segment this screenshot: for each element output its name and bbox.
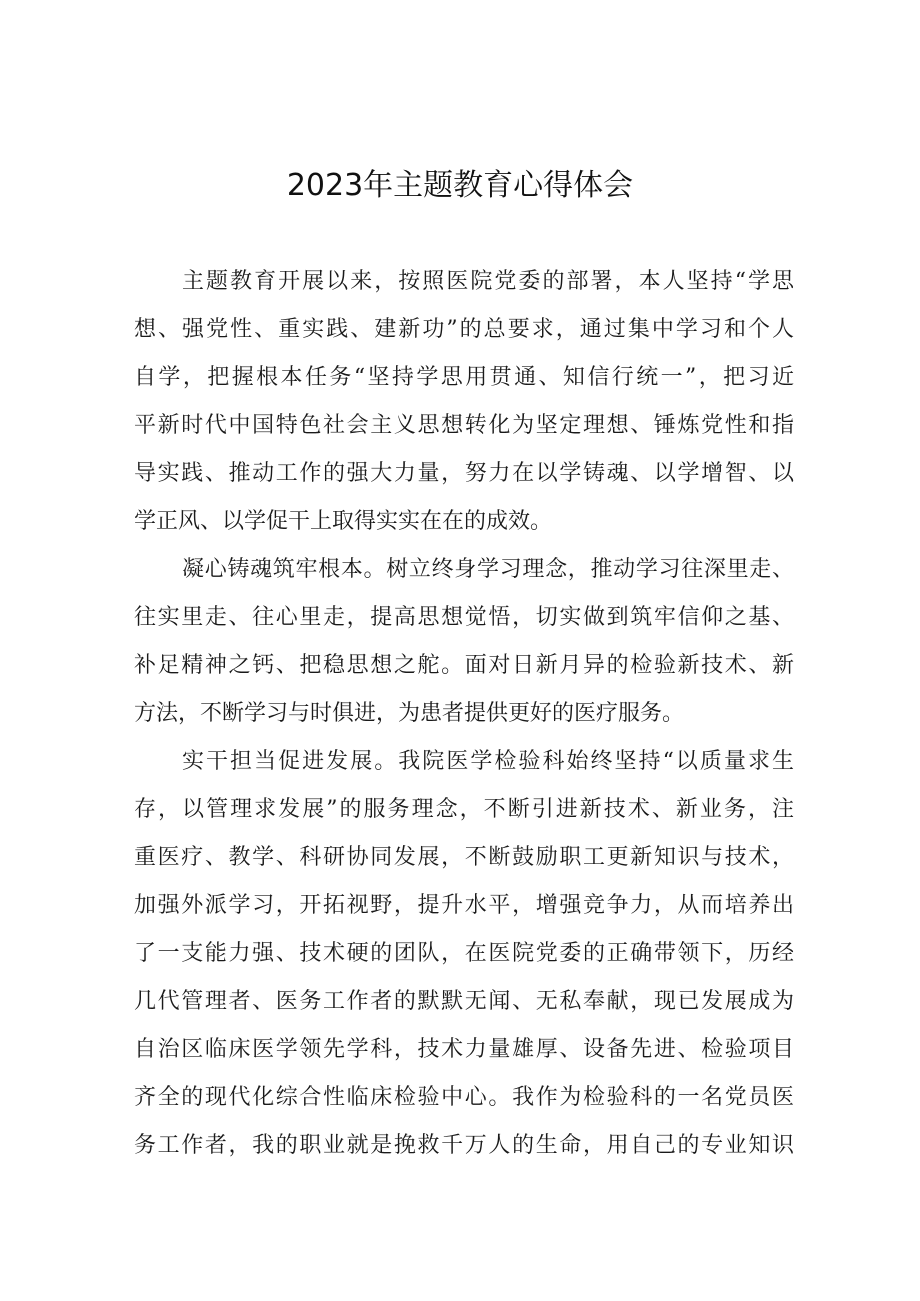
paragraph	[134, 738, 794, 1170]
paragraph-line: 主题教育开展以来，按照医院党委的部署，本人坚持“学思	[182, 269, 794, 294]
paragraph-line: 自学，把握根本任务“坚持学思用贯通、知信行统一”，把习近	[134, 365, 794, 390]
paragraph-line: 加强外派学习，开拓视野，提升水平，增强竞争力，从而培养出	[134, 893, 794, 918]
paragraph-line: 齐全的现代化综合性临床检验中心。我作为检验科的一名党员医	[134, 1085, 794, 1110]
paragraph-line: 往实里走、往心里走，提高思想觉悟，切实做到筑牢信仰之基、	[134, 605, 794, 630]
paragraph-line: 导实践、推动工作的强大力量，努力在以学铸魂、以学增智、以	[134, 461, 794, 486]
paragraph-line: 存，以管理求发展”的服务理念，不断引进新技术、新业务，注	[134, 797, 794, 822]
paragraph-line: 了一支能力强、技术硬的团队，在医院党委的正确带领下，历经	[134, 941, 794, 966]
paragraph-line: 学正风、以学促干上取得实实在在的成效。	[134, 509, 553, 534]
paragraph-line: 重医疗、教学、科研协同发展，不断鼓励职工更新知识与技术，	[134, 845, 794, 870]
paragraph	[134, 258, 794, 546]
document-body	[134, 258, 794, 1170]
paragraph	[134, 546, 794, 738]
paragraph-line: 想、强党性、重实践、建新功”的总要求，通过集中学习和个人	[134, 317, 794, 342]
document-title: 2023年主题教育心得体会	[286, 168, 634, 203]
paragraph-line: 实干担当促进发展。我院医学检验科始终坚持“以质量求生	[182, 749, 794, 774]
paragraph-line: 平新时代中国特色社会主义思想转化为坚定理想、锤炼党性和指	[134, 413, 794, 438]
paragraph-line: 务工作者，我的职业就是挽救千万人的生命，用自己的专业知识	[134, 1133, 794, 1158]
paragraph-line: 几代管理者、医务工作者的默默无闻、无私奉献，现已发展成为	[134, 989, 794, 1014]
paragraph-line: 自治区临床医学领先学科，技术力量雄厚、设备先进、检验项目	[134, 1037, 794, 1062]
paragraph-line: 补足精神之钙、把稳思想之舵。面对日新月异的检验新技术、新	[134, 653, 794, 678]
paragraph-line: 方法，不断学习与时俱进，为患者提供更好的医疗服务。	[134, 701, 685, 726]
paragraph-line: 凝心铸魂筑牢根本。树立终身学习理念，推动学习往深里走、	[182, 557, 794, 582]
